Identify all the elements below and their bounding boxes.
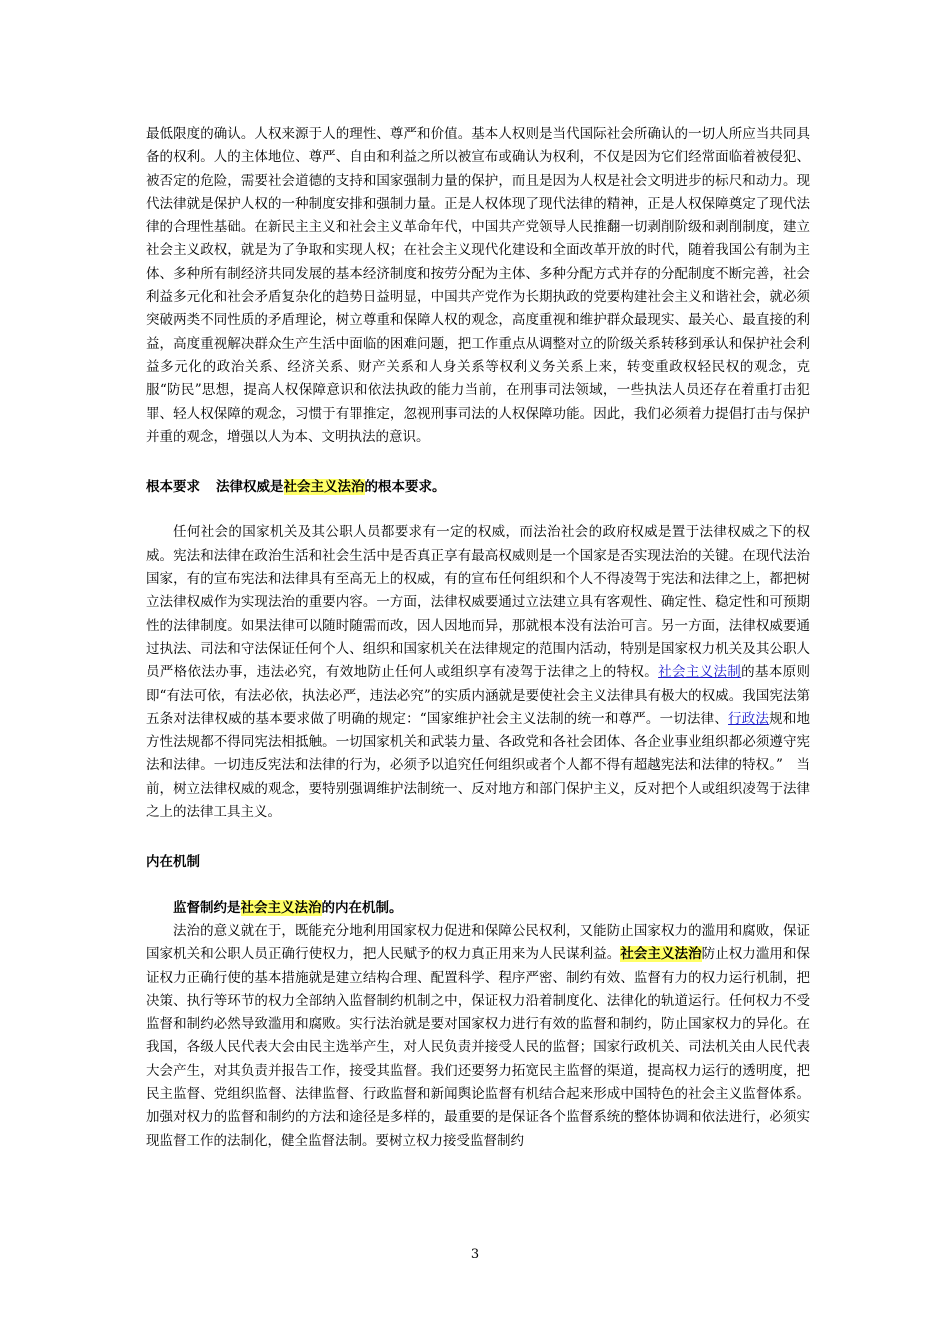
highlighted-term: 社会主义法治: [240, 899, 322, 916]
heading-basic-requirement: [146, 476, 810, 499]
heading-text-post: 的根本要求。: [364, 479, 446, 496]
paragraph-text: 防止权力滥用和保证权力正确行使的基本措施就是建立结构合理、配置科学、程序严密、制约有效、监督有力的权力运行机制，把决策、执行等环节的权力全部纳入监督制约机制之中，保证权力沿着制度化、法律化的轨道运行。任何权力不受监督和制约必然导致滥用和腐败。实行法治就是要对国家权力进行有效的监督和制约，防止国家权力的异化。在我国，各级人民代表大会由民主选举产生，对人民负责并接受人民的监督；国家行政机关、司法机关由人民代表大会产生，对其负责并报告工作，接受其监督。我们还要努力拓宽民主监督的渠道，提高权力运行的透明度，把民主监督、党组织监督、法律监督、行政监督和新闻舆论监督有机结合起来形成中国特色的社会主义监督体系。加强对权力的监督和制约的方法和途径是多样的，最重要的是保证各个监督系统的整体协调和依法进行，必须实现监督工作的法制化，健全监督法制。要树立权力接受监督制约: [146, 946, 811, 1149]
highlighted-term: 社会主义法治: [283, 479, 365, 496]
paragraph-text: 任何社会的国家机关及其公职人员都要求有一定的权威，而法治社会的政府权威是置于法律权威之下的权威。宪法和法律在政治生活和社会生活中是否真正享有最高权威则是一个国家是否实现法治的关键。在现代法治国家，有的宣布宪法和法律具有至高无上的权威，有的宣布任何组织和个人不得凌驾于宪法和法律之上，都把树立法律权威作为实现法治的重要内容。一方面，法律权威要通过立法建立具有客观性、确定性、稳定性和可预期性的法律制度。如果法律可以随时随需而改，因人因地而异，那就根本没有法治可言。另一方面，法律权威要通过执法、司法和守法保证任何个人、组织和国家机关在法律规定的范围内活动，特别是国家权力机关及其公职人员严格依法办事，违法必究，有效地防止任何人或组织享有凌驾于法律之上的特权。: [146, 524, 810, 681]
paragraph-text: 规和地方性法规都不得同宪法相抵触。一切国家机关和武装力量、各政党和各社会团体、各企业事业组织都必须遵守宪法和法律。一切违反宪法和法律的行为，必须予以追究任何组织或者个人都不得有超越宪法和法律的特权。” 当前，树立法律权威的观念，要特别强调维护法制统一、反对地方和部门保护主义，反对把个人或组织凌驾于法律之上的法律工具主义。: [146, 710, 811, 821]
page-content: [146, 123, 810, 1153]
heading-text-pre: 法律权威是: [216, 479, 284, 496]
paragraph-text: 法治的意义就在于，既能充分地利用国家权力促进和保障公民权利，又能防止国家权力的滥用和腐败，保证国家机关和公职人员正确行使权力，把人民赋予的权力真正用来为人民谋利益。: [146, 922, 810, 963]
subheading-text-post: 的内在机制。: [321, 899, 403, 916]
subheading-text-pre: 监督制约是: [173, 899, 241, 916]
paragraph-human-rights: 最低限度的确认。人权来源于人的理性、尊严和价值。基本人权则是当代国际社会所确认的一切人所应当共同具备的权利。人的主体地位、尊严、自由和利益之所以被宣布或确认为权利，不仅是因为它们经常面临着被侵犯、被否定的危险，需要社会道德的支持和国家强制力量的保护，而且是因为人权是社会文明进步的标尺和动力。现代法律就是保护人权的一种制度安排和强制力量。正是人权体现了现代法律的精神，正是人权保障奠定了现代法律的合理性基础。在新民主主义和社会主义革命年代，中国共产党领导人民推翻一切剥削阶级和剥削制度，建立社会主义政权，就是为了争取和实现人权；在社会主义现代化建设和全面改革开放的时代，随着我国公有制为主体、多种所有制经济共同发展的基本经济制度和按劳分配为主体、多种分配方式并存的分配制度不断完善，社会利益多元化和社会矛盾复杂化的趋势日益明显，中国共产党作为长期执政的党要构建社会主义和谐社会，就必须突破两类不同性质的矛盾理论，树立尊重和保障人权的观念，高度重视和维护群众最现实、最关心、最直接的利益，高度重视解决群众生产生活中面临的困难问题，把工作重点从调整对立的阶级关系转移到承认和保护社会利益多元化的政治关系、经济关系、财产关系和人身关系等权利义务关系上来，转变重政权轻民权的观念，克服“防民”思想，提高人权保障意识和依法执政的能力当前，在刑事司法领域，一些执法人员还存在着重打击犯罪、轻人权保障的观念，习惯于有罪推定，忽视刑事司法的人权保障功能。因此，我们必须着力提倡打击与保护并重的观念，增强以人为本、文明执法的意识。: [146, 126, 810, 445]
link-socialist-legal-system[interactable]: 社会主义法制: [658, 664, 742, 681]
heading-internal-mechanism: 内在机制: [146, 854, 200, 871]
highlighted-term: 社会主义法治: [620, 946, 702, 963]
page-number: 3: [470, 1247, 480, 1262]
link-administrative-law[interactable]: 行政法: [728, 710, 770, 727]
section-label: 根本要求: [146, 479, 200, 496]
paragraph-legal-authority: [146, 521, 810, 824]
paragraph-text: 的基本原则即“有法可依，有法必依，执法必严，违法必究”的实质内涵就是要使社会主义法律具有极大的权威。我国宪法第五条对法律权威的基本要求做了明确的规定：“国家维护社会主义法制的统一和尊严。一切法律、: [146, 664, 811, 727]
paragraph-supervision: [146, 920, 810, 1153]
subheading-supervision: [146, 897, 810, 920]
